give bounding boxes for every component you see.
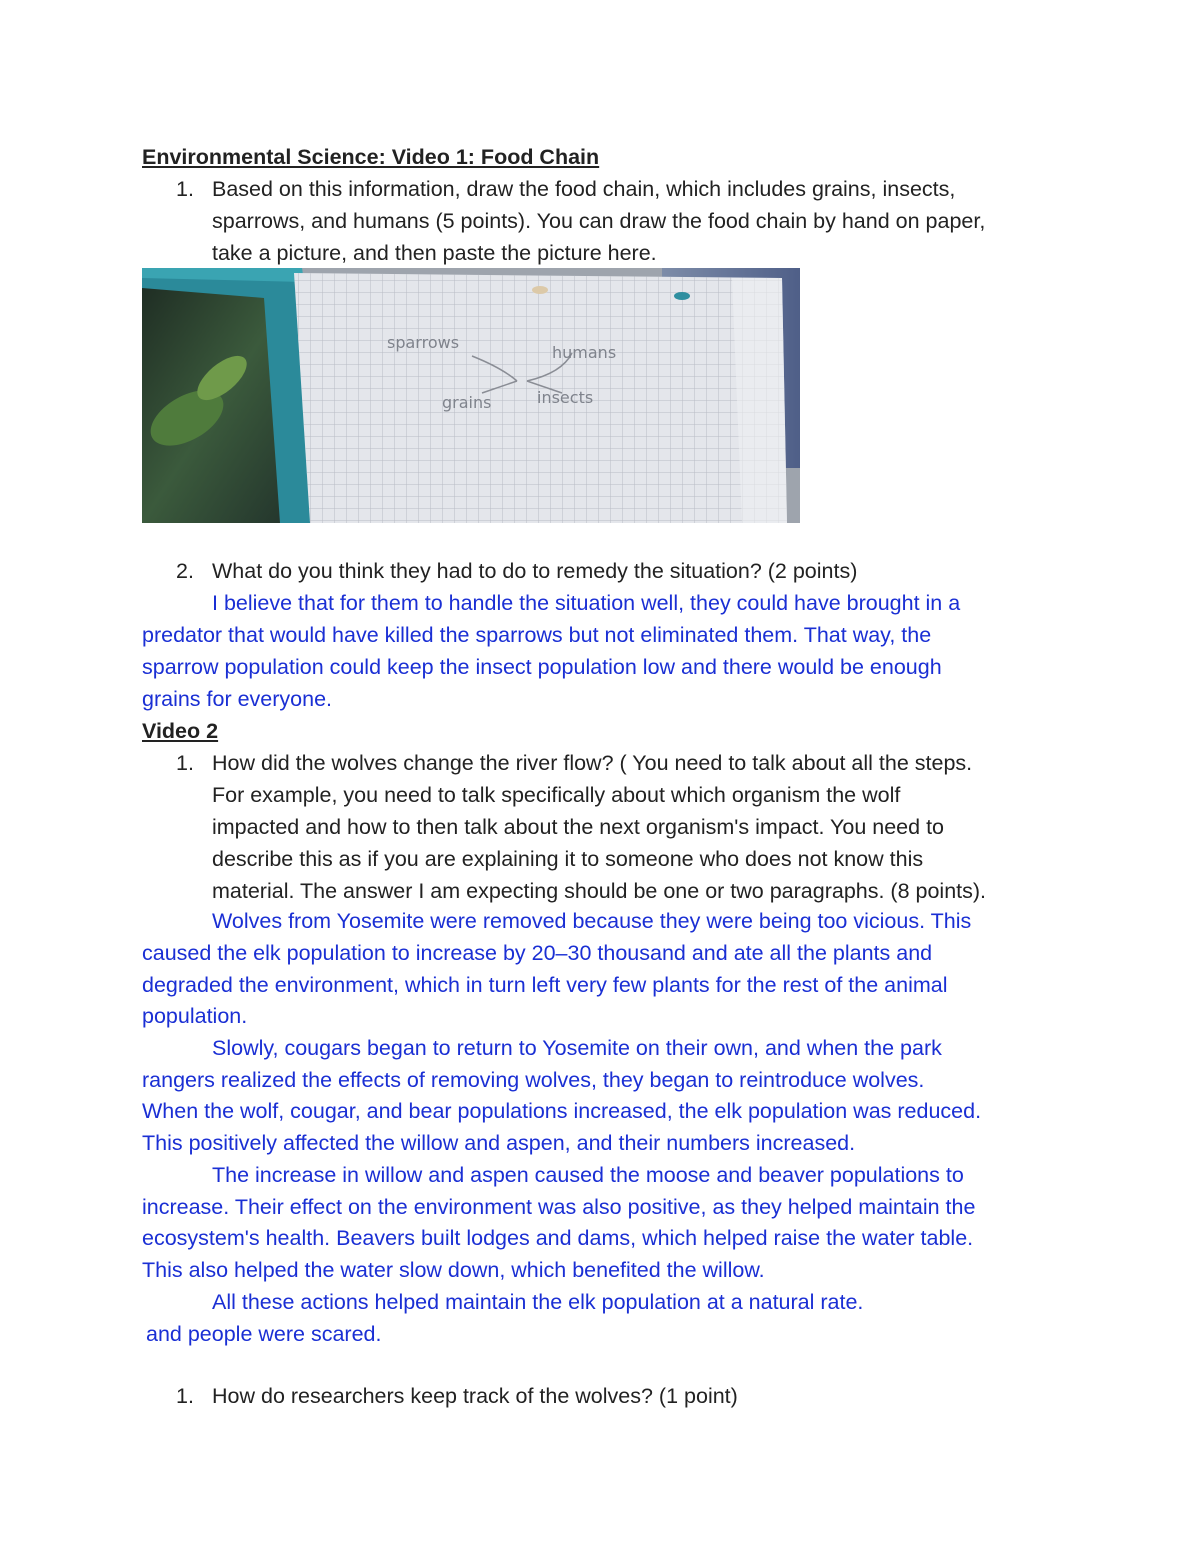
- q2-answer-line-1: I believe that for them to handle the situation well, they could have brought in a: [212, 591, 961, 615]
- food-chain-photo: [142, 268, 800, 523]
- sketch-label-insects: insects: [537, 388, 594, 407]
- v2q1-answer-line-7: When the wolf, cougar, and bear populations increased, the elk population was reduced.: [142, 1099, 982, 1123]
- v2q1-answer-line-11: ecosystem's health. Beavers built lodges and dams, which helped raise the water table.: [142, 1226, 974, 1250]
- v2q1-answer-line-5: Slowly, cougars began to return to Yosemite on their own, and when the park: [212, 1036, 942, 1060]
- v2q1-number: 1.: [176, 751, 194, 775]
- sketch-label-grains: grains: [442, 393, 492, 412]
- v2q1-answer-line-6: rangers realized the effects of removing wolves, they began to reintroduce wolves.: [142, 1068, 925, 1092]
- v2q1-answer-line-4: population.: [142, 1004, 248, 1028]
- q2-answer-line-2: predator that would have killed the sparrows but not eliminated them. That way, the: [142, 623, 932, 647]
- q2-answer-line-3: sparrow population could keep the insect population low and there would be enough: [142, 655, 942, 679]
- v2q1-line-2: For example, you need to talk specifically about which organism the wolf: [212, 783, 901, 807]
- v2q1-answer-line-12: This also helped the water slow down, which benefited the willow.: [142, 1258, 765, 1282]
- q1-line-1: Based on this information, draw the food chain, which includes grains, insects,: [212, 177, 956, 201]
- q2-question: What do you think they had to do to remedy the situation? (2 points): [212, 559, 858, 583]
- v2q1-answer-line-2: caused the elk population to increase by 20–30 thousand and ate all the plants and: [142, 941, 933, 965]
- sketch-label-humans: humans: [552, 343, 617, 362]
- v2q1-line-5: material. The answer I am expecting should be one or two paragraphs. (8 points).: [212, 879, 987, 903]
- q2-number: 2.: [176, 559, 194, 583]
- v2q1-answer-line-14: and people were scared.: [146, 1322, 382, 1346]
- v2q1-answer-line-9: The increase in willow and aspen caused the moose and beaver populations to: [212, 1163, 964, 1187]
- v2q2-number: 1.: [176, 1384, 194, 1408]
- v2q1-answer-line-10: increase. Their effect on the environment was also positive, as they helped maintain the: [142, 1195, 976, 1219]
- heading-video-1: Environmental Science: Video 1: Food Chain: [142, 145, 600, 169]
- q2-answer-line-4: grains for everyone.: [142, 687, 333, 711]
- v2q1-answer-line-13: All these actions helped maintain the elk population at a natural rate.: [212, 1290, 864, 1314]
- q1-line-2: sparrows, and humans (5 points). You can draw the food chain by hand on paper,: [212, 209, 986, 233]
- v2q1-line-4: describe this as if you are explaining it to someone who does not know this: [212, 847, 924, 871]
- heading-video-2: Video 2: [142, 719, 219, 743]
- q1-line-3: take a picture, and then paste the picture here.: [212, 241, 657, 265]
- v2q1-answer-line-1: Wolves from Yosemite were removed because they were being too vicious. This: [212, 909, 972, 933]
- v2q1-line-3: impacted and how to then talk about the next organism's impact. You need to: [212, 815, 944, 839]
- v2q1-answer-line-3: degraded the environment, which in turn left very few plants for the rest of the animal: [142, 973, 948, 997]
- v2q1-line-1: How did the wolves change the river flow? ( You need to talk about all the steps.: [212, 751, 973, 775]
- v2q2-question: How do researchers keep track of the wolves? (1 point): [212, 1384, 738, 1408]
- sketch-label-sparrows: sparrows: [387, 333, 460, 352]
- q1-number: 1.: [176, 177, 194, 201]
- v2q1-answer-line-8: This positively affected the willow and aspen, and their numbers increased.: [142, 1131, 856, 1155]
